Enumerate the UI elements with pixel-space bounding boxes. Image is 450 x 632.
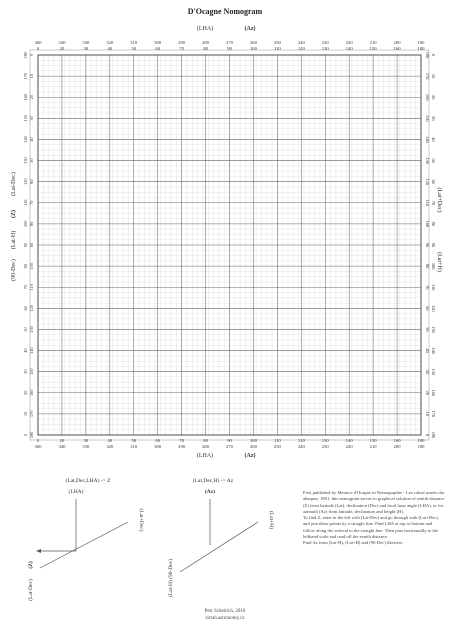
right-tick-label-inner: 0 <box>425 433 430 437</box>
right-tick-label-outer: 160 <box>431 389 436 397</box>
left-tick-label-outer: 30 <box>23 369 28 374</box>
bottom-tick-label-inner: 120 <box>297 438 305 443</box>
left-tick-label-outer: 170 <box>23 72 28 80</box>
left-tick-label-outer: 20 <box>23 390 28 395</box>
left-tick-label-inner: 120 <box>29 305 34 312</box>
left-tick-label-outer: 160 <box>23 93 28 101</box>
diagram-z-bold-label: (Z) <box>28 561 34 569</box>
bottom-tick-label-inner: 50 <box>131 438 137 443</box>
right-tick-label-inner: 10 <box>425 411 430 417</box>
left-axis-label-lat-dec: (Lat-Dec) <box>11 172 17 196</box>
right-tick-label-inner: 50 <box>425 327 430 332</box>
right-tick-label-outer: 170 <box>431 410 436 418</box>
top-tick-label-inner: 70 <box>179 46 184 51</box>
top-tick-label-outer: 320 <box>106 40 114 45</box>
right-axis-label-lat-dec: (Lat+Dec) <box>436 187 442 213</box>
bottom-tick-label-inner: 90 <box>227 438 232 443</box>
diagram-z-connector-line <box>40 522 128 568</box>
bottom-tick-label-outer: 330 <box>82 444 90 449</box>
right-tick-label-inner: 150 <box>425 115 430 122</box>
diagram-z-right-label: (Lat+Dec) <box>138 508 144 532</box>
bottom-tick-label-outer: 300 <box>154 444 162 449</box>
top-tick-label-inner: 30 <box>83 46 89 51</box>
top-tick-label-inner: 100 <box>249 46 257 51</box>
right-tick-label-inner: 80 <box>425 263 430 269</box>
diagram-z <box>27 477 145 601</box>
right-tick-label-outer: 60 <box>431 179 436 184</box>
left-axis-label-lat-h: (Lat-H) <box>11 230 17 250</box>
bottom-tick-label-outer: 180 <box>417 444 425 449</box>
left-tick-label-outer: 40 <box>23 348 28 353</box>
left-tick-label-inner: 170 <box>29 410 34 418</box>
left-tick-label-inner: 20 <box>29 95 34 100</box>
top-tick-label-outer: 340 <box>58 40 66 45</box>
left-tick-label-inner: 90 <box>29 242 34 248</box>
left-tick-label-inner: 160 <box>29 389 34 397</box>
top-tick-label-inner: 120 <box>297 46 305 51</box>
left-tick-label-outer: 120 <box>23 178 28 185</box>
diagram-z-caption: (Lat,Dec,LHA) -> Z <box>65 478 111 484</box>
left-tick-label-inner: 80 <box>29 221 34 227</box>
left-tick-label-inner: 150 <box>29 368 34 375</box>
bottom-tick-label-outer: 260 <box>249 444 257 449</box>
top-tick-label-outer: 360 <box>34 40 42 45</box>
right-tick-label-outer: 130 <box>431 326 436 333</box>
right-tick-label-outer: 90 <box>431 242 436 248</box>
right-tick-label-outer: 10 <box>431 73 436 79</box>
explanation-paragraph-1: First published by Maurice d'Ocagne in Nomographie - Les calcul usuels dar abaques, 1891, this nomogram serves to graphical solution of zenith distance (Z) from latitude (Lat), declination (Dec) and local hour angle (LHA), or for azimuth (Az) from latitude, declination and height (H). <box>303 490 445 514</box>
right-tick-label-inner: 100 <box>425 220 430 228</box>
top-axis-label-az: (Az) <box>244 26 256 32</box>
top-tick-label-inner: 130 <box>321 46 329 51</box>
top-tick-label-inner: 140 <box>345 46 353 51</box>
bottom-tick-label-inner: 130 <box>321 438 329 443</box>
top-tick-label-inner: 0 <box>36 46 40 51</box>
top-tick-label-outer: 290 <box>178 40 186 45</box>
right-tick-label-inner: 90 <box>425 242 430 248</box>
top-tick-label-inner: 60 <box>155 46 160 51</box>
top-tick-label-outer: 250 <box>273 40 281 45</box>
bottom-tick-label-outer: 280 <box>202 444 210 449</box>
bottom-tick-label-outer: 240 <box>297 444 305 449</box>
right-tick-label-outer: 100 <box>431 262 436 270</box>
left-tick-label-outer: 90 <box>23 242 28 248</box>
explanation-paragraph-2: To find Z, enter in the left with (Lat-Dec) and go through with (Lat+Dec), and join these points by a straight line. Find LHA at top or bottom and follow along the vertical to the straight line. Then pass horizontally to the lefthand scale and read off the zenith distance. <box>303 515 439 540</box>
bottom-tick-label-inner: 0 <box>36 438 40 443</box>
left-tick-label-outer: 150 <box>23 115 28 122</box>
top-tick-label-outer: 180 <box>417 40 425 45</box>
right-tick-label-outer: 110 <box>431 284 436 291</box>
author-name: Petr Scheirich, 2010 <box>204 609 246 614</box>
diagram-az-right-label: (Lat+H) <box>268 510 274 530</box>
bottom-tick-label-inner: 100 <box>249 438 257 443</box>
bottom-tick-label-inner: 160 <box>393 438 401 443</box>
right-tick-label-inner: 70 <box>425 285 430 290</box>
top-tick-label-outer: 210 <box>369 40 377 45</box>
top-axis-label: (LHA) <box>196 26 214 32</box>
left-tick-label-outer: 0 <box>23 433 28 437</box>
author-credit <box>0 608 450 622</box>
right-tick-label-inner: 170 <box>425 72 430 80</box>
left-tick-label-outer: 50 <box>23 327 28 332</box>
bottom-tick-label-inner: 60 <box>155 438 160 443</box>
bottom-tick-label-inner: 30 <box>83 438 89 443</box>
right-tick-label-outer: 20 <box>431 95 436 100</box>
top-tick-label-inner: 180 <box>417 46 425 51</box>
top-tick-label-outer: 260 <box>249 40 257 45</box>
top-tick-label-outer: 200 <box>393 40 401 45</box>
right-tick-label-inner: 160 <box>425 93 430 101</box>
diagram-az-top-label: (Az) <box>204 489 216 495</box>
top-tick-label-inner: 20 <box>59 46 65 51</box>
left-tick-label-inner: 30 <box>29 116 34 121</box>
right-tick-label-outer: 30 <box>431 116 436 121</box>
diagram-z-left-label: (Lat-Dec) <box>28 579 34 601</box>
diagram-az-left-label: (Lat-H) (90-Dec) <box>168 558 174 598</box>
top-tick-label-outer: 220 <box>345 40 353 45</box>
top-tick-label-inner: 80 <box>203 46 208 51</box>
diagram-az-connector-line <box>180 522 258 572</box>
right-tick-label-outer: 180 <box>431 431 436 439</box>
right-axis-label-lat-h: (Lat+H) <box>436 252 442 272</box>
left-tick-label-outer: 10 <box>23 411 28 417</box>
left-tick-label-inner: 180 <box>29 431 34 439</box>
right-tick-label-inner: 120 <box>425 178 430 185</box>
right-tick-label-outer: 140 <box>431 347 436 354</box>
diagram-az <box>167 477 275 597</box>
page-title: D'Ocagne Nomogram <box>187 7 263 16</box>
top-tick-label-outer: 300 <box>154 40 162 45</box>
left-tick-label-inner: 50 <box>29 158 34 163</box>
left-tick-label-outer: 100 <box>23 220 28 228</box>
right-tick-label-inner: 180 <box>425 51 430 59</box>
left-tick-label-inner: 130 <box>29 326 34 333</box>
diagram-az-caption: (Lat,Dec,H) -> Az <box>192 478 234 484</box>
top-tick-label-outer: 270 <box>226 40 233 45</box>
bottom-tick-label-inner: 150 <box>369 438 377 443</box>
top-tick-label-outer: 240 <box>297 40 305 45</box>
bottom-tick-label-outer: 320 <box>106 444 114 449</box>
bottom-tick-label-inner: 80 <box>203 438 208 443</box>
right-tick-label-outer: 70 <box>431 200 436 205</box>
left-tick-label-inner: 40 <box>29 137 34 142</box>
left-tick-label-inner: 60 <box>29 179 34 184</box>
author-website: sirrah.astronomy.cz <box>205 616 245 621</box>
left-tick-label-outer: 70 <box>23 285 28 290</box>
top-tick-label-outer: 280 <box>202 40 210 45</box>
bottom-tick-label-inner: 180 <box>417 438 425 443</box>
bottom-tick-label-outer: 270 <box>226 444 233 449</box>
left-tick-label-outer: 80 <box>23 263 28 269</box>
bottom-tick-label-outer: 220 <box>345 444 353 449</box>
right-tick-label-inner: 30 <box>425 369 430 374</box>
top-tick-label-inner: 110 <box>274 46 281 51</box>
right-tick-label-inner: 110 <box>425 199 430 206</box>
bottom-tick-label-outer: 360 <box>34 444 42 449</box>
bottom-axis-label: (LHA) <box>196 453 214 459</box>
bottom-tick-label-inner: 20 <box>59 438 65 443</box>
left-tick-label-outer: 140 <box>23 136 28 143</box>
diagram-z-arrow-icon <box>36 549 41 553</box>
top-tick-label-inner: 150 <box>369 46 377 51</box>
bottom-tick-label-outer: 200 <box>393 444 401 449</box>
right-tick-label-inner: 20 <box>425 390 430 395</box>
top-tick-label-outer: 230 <box>321 40 329 45</box>
top-tick-label-inner: 50 <box>131 46 137 51</box>
bottom-tick-label-outer: 250 <box>273 444 281 449</box>
bottom-tick-label-outer: 290 <box>178 444 186 449</box>
left-tick-label-outer: 110 <box>23 199 28 206</box>
left-axis-label-z: (Z) <box>11 210 17 218</box>
explanation-text <box>303 490 445 547</box>
bottom-tick-label-outer: 210 <box>369 444 377 449</box>
right-tick-label-outer: 40 <box>431 137 436 142</box>
top-tick-label-inner: 40 <box>107 46 113 51</box>
right-tick-label-inner: 60 <box>425 306 430 311</box>
left-tick-label-outer: 130 <box>23 157 28 164</box>
left-tick-label-inner: 10 <box>29 73 34 79</box>
bottom-tick-label-inner: 70 <box>179 438 184 443</box>
diagram-z-top-label: (LHA) <box>68 489 84 495</box>
right-tick-label-inner: 130 <box>425 157 430 164</box>
bottom-axis-label-az: (Az) <box>244 453 256 459</box>
explanation-paragraph-3: Find Az from (Lat-H), (Lat+H) and (90-Dec) likewise. <box>303 540 404 546</box>
bottom-tick-label-inner: 40 <box>107 438 113 443</box>
top-tick-label-inner: 160 <box>393 46 401 51</box>
left-tick-label-outer: 60 <box>23 306 28 311</box>
right-tick-label-inner: 140 <box>425 136 430 143</box>
right-tick-label-outer: 80 <box>431 221 436 227</box>
left-axis-label-90-dec: (90-Dec) <box>11 259 17 281</box>
top-tick-label-outer: 330 <box>82 40 90 45</box>
right-tick-label-outer: 50 <box>431 158 436 163</box>
right-tick-label-outer: 0 <box>431 53 436 57</box>
left-tick-label-outer: 180 <box>23 51 28 59</box>
bottom-tick-label-outer: 310 <box>130 444 138 449</box>
right-tick-label-outer: 120 <box>431 305 436 312</box>
right-tick-label-inner: 40 <box>425 348 430 353</box>
left-tick-label-inner: 110 <box>29 284 34 291</box>
bottom-tick-label-outer: 230 <box>321 444 329 449</box>
bottom-tick-label-inner: 110 <box>274 438 281 443</box>
top-tick-label-outer: 310 <box>130 40 138 45</box>
bottom-tick-label-outer: 340 <box>58 444 66 449</box>
left-tick-label-inner: 70 <box>29 200 34 205</box>
bottom-tick-label-inner: 140 <box>345 438 353 443</box>
nomogram-grid <box>38 55 421 435</box>
left-tick-label-inner: 0 <box>29 53 34 57</box>
top-tick-label-inner: 90 <box>227 46 232 51</box>
left-tick-label-inner: 140 <box>29 347 34 354</box>
right-tick-label-outer: 150 <box>431 368 436 375</box>
left-tick-label-inner: 100 <box>29 262 34 270</box>
